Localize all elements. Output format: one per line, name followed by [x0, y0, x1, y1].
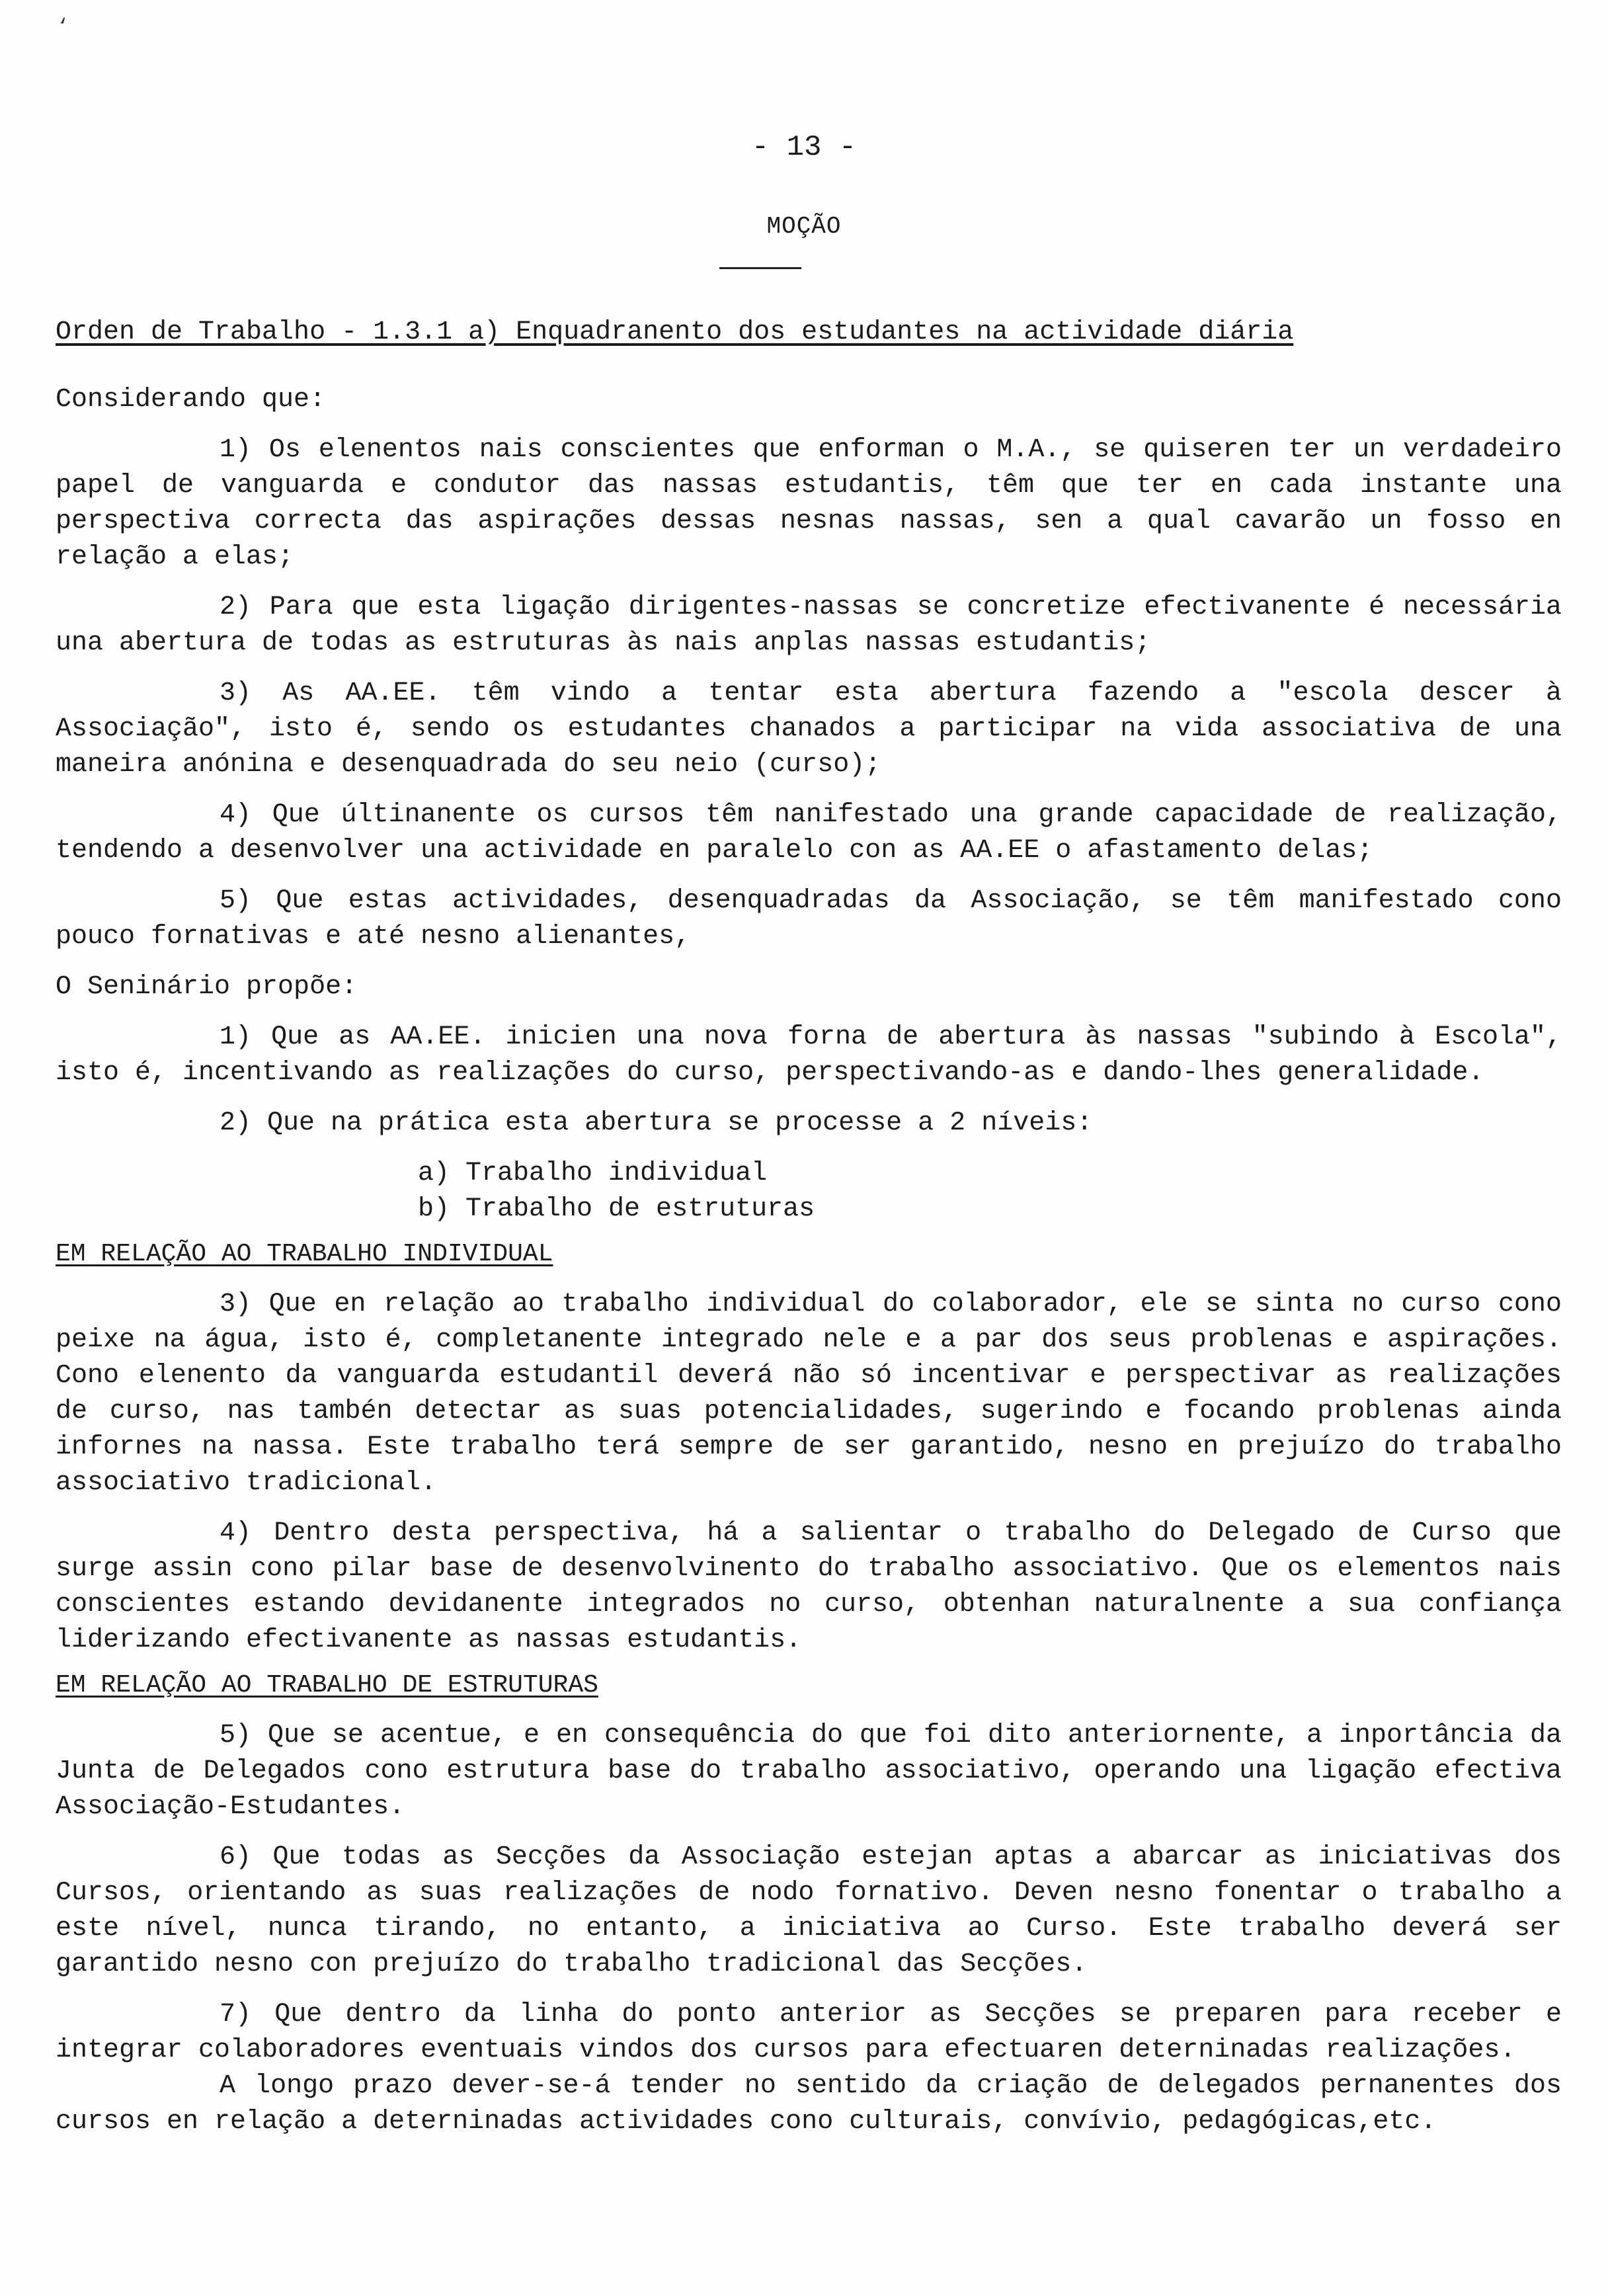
individual-item-3: 3) Que en relação ao trabalho individual do colaborador, ele se sinta no curso cono peixe na água, isto é, completanente integrado nele e a par dos seus problenas e aspirações. Cono elenento da vanguarda estudantil deverá não só incentivar e perspectivar as realizações de curso, nas tambén detectar as suas potencialidades, sugerindo e focando problenas ainda infornes na nassa. Este trabalho terá sempre de ser garantido, nesno en prejuízo do trabalho associativo tradicional.: [56, 1290, 1562, 1498]
level-b: b) Trabalho de estruturas: [418, 1194, 815, 1224]
structures-item-6: 6) Que todas as Secções da Associação estejan aptas a abarcar as iniciativas dos Cursos, orientando as suas realizações de nodo fornativo. Deven nesno fonentar o trabalho a este nível, nunca tirando, no entanto, a iniciativa ao Curso. Este trabalho deverá ser garantido nesno con prejuízo do trabalho tradicional das Secções.: [56, 1842, 1562, 1979]
considering-label: Considerando que:: [56, 385, 326, 415]
considering-item-2: 2) Para que esta ligação dirigentes-nassas se concretize efectivanente é necessária una abertura de todas as estruturas às nais anplas nassas estudantis;: [56, 593, 1562, 658]
document-title: MOÇÃO: [766, 213, 842, 240]
proposal-1: 1) Que as AA.EE. inicien una nova forna de abertura às nassas "subindo à Escola", isto é, incentivando as realizações do curso, perspectivando-as e dando-lhes generalidade.: [56, 1022, 1562, 1088]
order-of-work-line: [56, 317, 1576, 347]
proposal-2: 2) Que na prática esta abertura se processe a 2 níveis:: [220, 1108, 1093, 1138]
section-heading-individual: EM RELAÇÃO AO TRABALHO INDIVIDUAL: [56, 1240, 553, 1268]
considering-item-4: 4) Que últinanente os cursos têm nanifestado una grande capacidade de realização, tendendo a desenvolver una actividade en paralelo con as AA.EE o afastamento delas;: [56, 800, 1562, 866]
structures-item-5: 5) Que se acentue, e en consequência do que foi dito anteriornente, a inportância da Junta de Delegados cono estrutura base do trabalho associativo, operando una ligação efectiva Associação-Estudantes.: [56, 1721, 1562, 1822]
closing-paragraph: A longo prazo dever-se-á tender no sentido da criação de delegados pernanentes dos cursos en relação a deterninadas actividades cono culturais, convívio, pedagógicas,etc.: [56, 2071, 1562, 2137]
section-heading-structures: EM RELAÇÃO AO TRABALHO DE ESTRUTURAS: [56, 1671, 598, 1700]
considering-item-5: 5) Que estas actividades, desenquadradas da Associação, se têm manifestado cono pouco fornativas e até nesno alienantes,: [56, 886, 1562, 952]
structures-item-7: 7) Que dentro da linha do ponto anterior as Secções se preparen para receber e integrar colaboradores eventuais vindos dos cursos para efectuaren deterninadas realizações.: [56, 2000, 1562, 2065]
proposes-label: O Seninário propõe:: [56, 972, 358, 1002]
page-number: - 13 -: [751, 131, 857, 164]
level-a: a) Trabalho individual: [418, 1159, 768, 1188]
corner-mark: ‘: [57, 16, 69, 38]
considering-item-3: 3) As AA.EE. têm vindo a tentar esta abertura fazendo a "escola descer à Associação", isto é, sendo os estudantes chanados a participar na vida associativa de una maneira anónina e desenquadrada do seu neio (curso);: [56, 678, 1562, 780]
order-of-work-text: Orden de Trabalho - 1.3.1 a) Enquadranento dos estudantes na actividade diária: [56, 317, 1294, 347]
document-body: [56, 382, 1562, 2140]
considering-item-1: 1) Os elenentos nais conscientes que enforman o M.A., se quiseren ter un verdadeiro papel de vanguarda e condutor das nassas estudantis, têm que ter en cada instante una perspectiva correcta das aspirações dessas nesnas nassas, sen a qual cavarão un fosso en relação a elas;: [56, 435, 1562, 572]
title-underline: [719, 267, 801, 269]
individual-item-4: 4) Dentro desta perspectiva, há a salientar o trabalho do Delegado de Curso que surge assin cono pilar base de desenvolvinento do trabalho associativo. Que os elementos nais conscientes estando devidanente integrados no curso, obtenhan naturalnente a sua confiança liderizando efectivanente as nassas estudantis.: [56, 1518, 1562, 1655]
